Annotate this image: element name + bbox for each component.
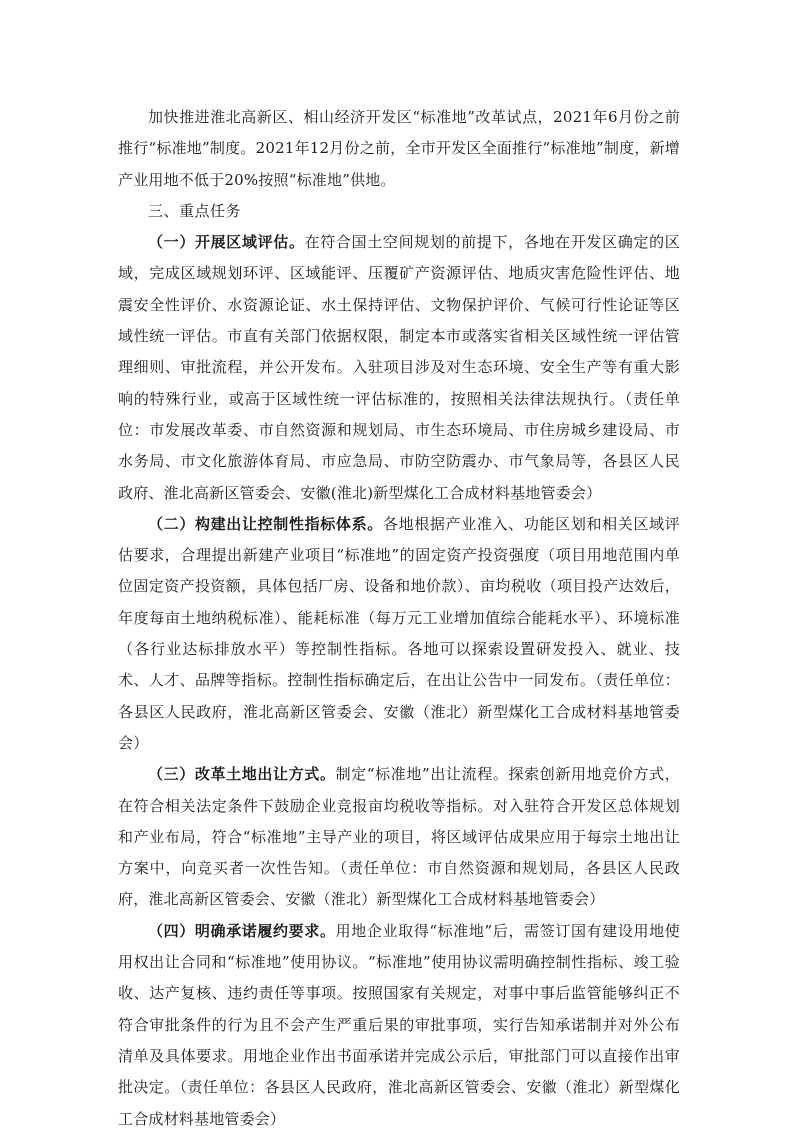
task-body-1: 在符合国土空间规划的前提下，各地在开发区确定的区域，完成区域规划环评、区域能评、压覆矿产资源评估、地质灾害危险性评估、地震安全性评价、水资源论证、水土保持评估、文物保护评价、气候可行性论证等区域性统一评估。市直有关部门依据权限，制定本市或落实省相关区域性统一评估管理细则、审批流程，并公开发布。入驻项目涉及对生态环境、安全生产等有重大影响的特殊行业，或高于区域性统一评估标准的，按照相关法律法规执行。（责任单位：市发展改革委、市自然资源和规划局、市生态环境局、市住房城乡建设局、市水务局、市文化旅游体育局、市应急局、市防空防震办、市气象局等，各县区人民政府、淮北高新区管委会、安徽(淮北)新型煤化工合成材料基地管委会） (118, 233, 680, 502)
task-body-4: 用地企业取得“标准地”后，需签订国有建设用地使用权出让合同和“标准地”使用协议。“标准地”使用协议需明确控制性指标、竣工验收、达产复核、违约责任等事项。按照国家有关规定，对事中事后监管能够纠正不符合审批条件的行为且不会产生严重后果的审批事项，实行告知承诺制并对外公布清单及具体要求。用地企业作出书面承诺并完成公示后，审批部门可以直接作出审批决定。（责任单位：各县区人民政府，淮北高新区管委会、安徽（淮北）新型煤化工合成材料基地管委会） (118, 921, 680, 1128)
task-paragraph-4 (118, 916, 680, 1135)
task-title-1: （一）开展区域评估。 (148, 233, 305, 252)
section-heading: 三、重点任务 (148, 201, 242, 220)
task-title-2: （二）构建出让控制性指标体系。 (148, 514, 383, 533)
task-title-3: （三）改革土地出让方式。 (148, 765, 336, 784)
task-body-3: 制定“标准地”出让流程。探索创新用地竞价方式，在符合相关法定条件下鼓励企业竞报亩均税收等指标。对入驻符合开发区总体规划和产业布局，符合“标准地”主导产业的项目，将区域评估成果应用于每宗土地出让方案中，向竞买者一次性告知。（责任单位：市自然资源和规划局，各县区人民政府，淮北高新区管委会、安徽（淮北）新型煤化工合成材料基地管委会） (118, 765, 680, 909)
task-paragraph-1 (118, 227, 680, 509)
task-paragraph-2 (118, 509, 680, 759)
task-title-4: （四）明确承诺履约要求。 (148, 921, 336, 940)
document-page (118, 102, 680, 1135)
task-paragraph-3 (118, 759, 680, 915)
intro-paragraph: 加快推进淮北高新区、相山经济开发区“标准地”改革试点，2021年6月份之前推行“标准地”制度。2021年12月份之前，全市开发区全面推行“标准地”制度，新增产业用地不低于20%按照“标准地”供地。 (118, 108, 680, 189)
task-body-2: 各地根据产业准入、功能区划和相关区域评估要求，合理提出新建产业项目“标准地”的固定资产投资强度（项目用地范围内单位固定资产投资额，具体包括厂房、设备和地价款）、亩均税收（项目投产达效后，年度每亩土地纳税标准）、能耗标准（每万元工业增加值综合能耗水平）、环境标准（各行业达标排放水平）等控制性指标。各地可以探索设置研发投入、就业、技术、人才、品牌等指标。控制性指标确定后，在出让公告中一同发布。（责任单位：各县区人民政府，淮北高新区管委会、安徽（淮北）新型煤化工合成材料基地管委会） (118, 514, 680, 752)
